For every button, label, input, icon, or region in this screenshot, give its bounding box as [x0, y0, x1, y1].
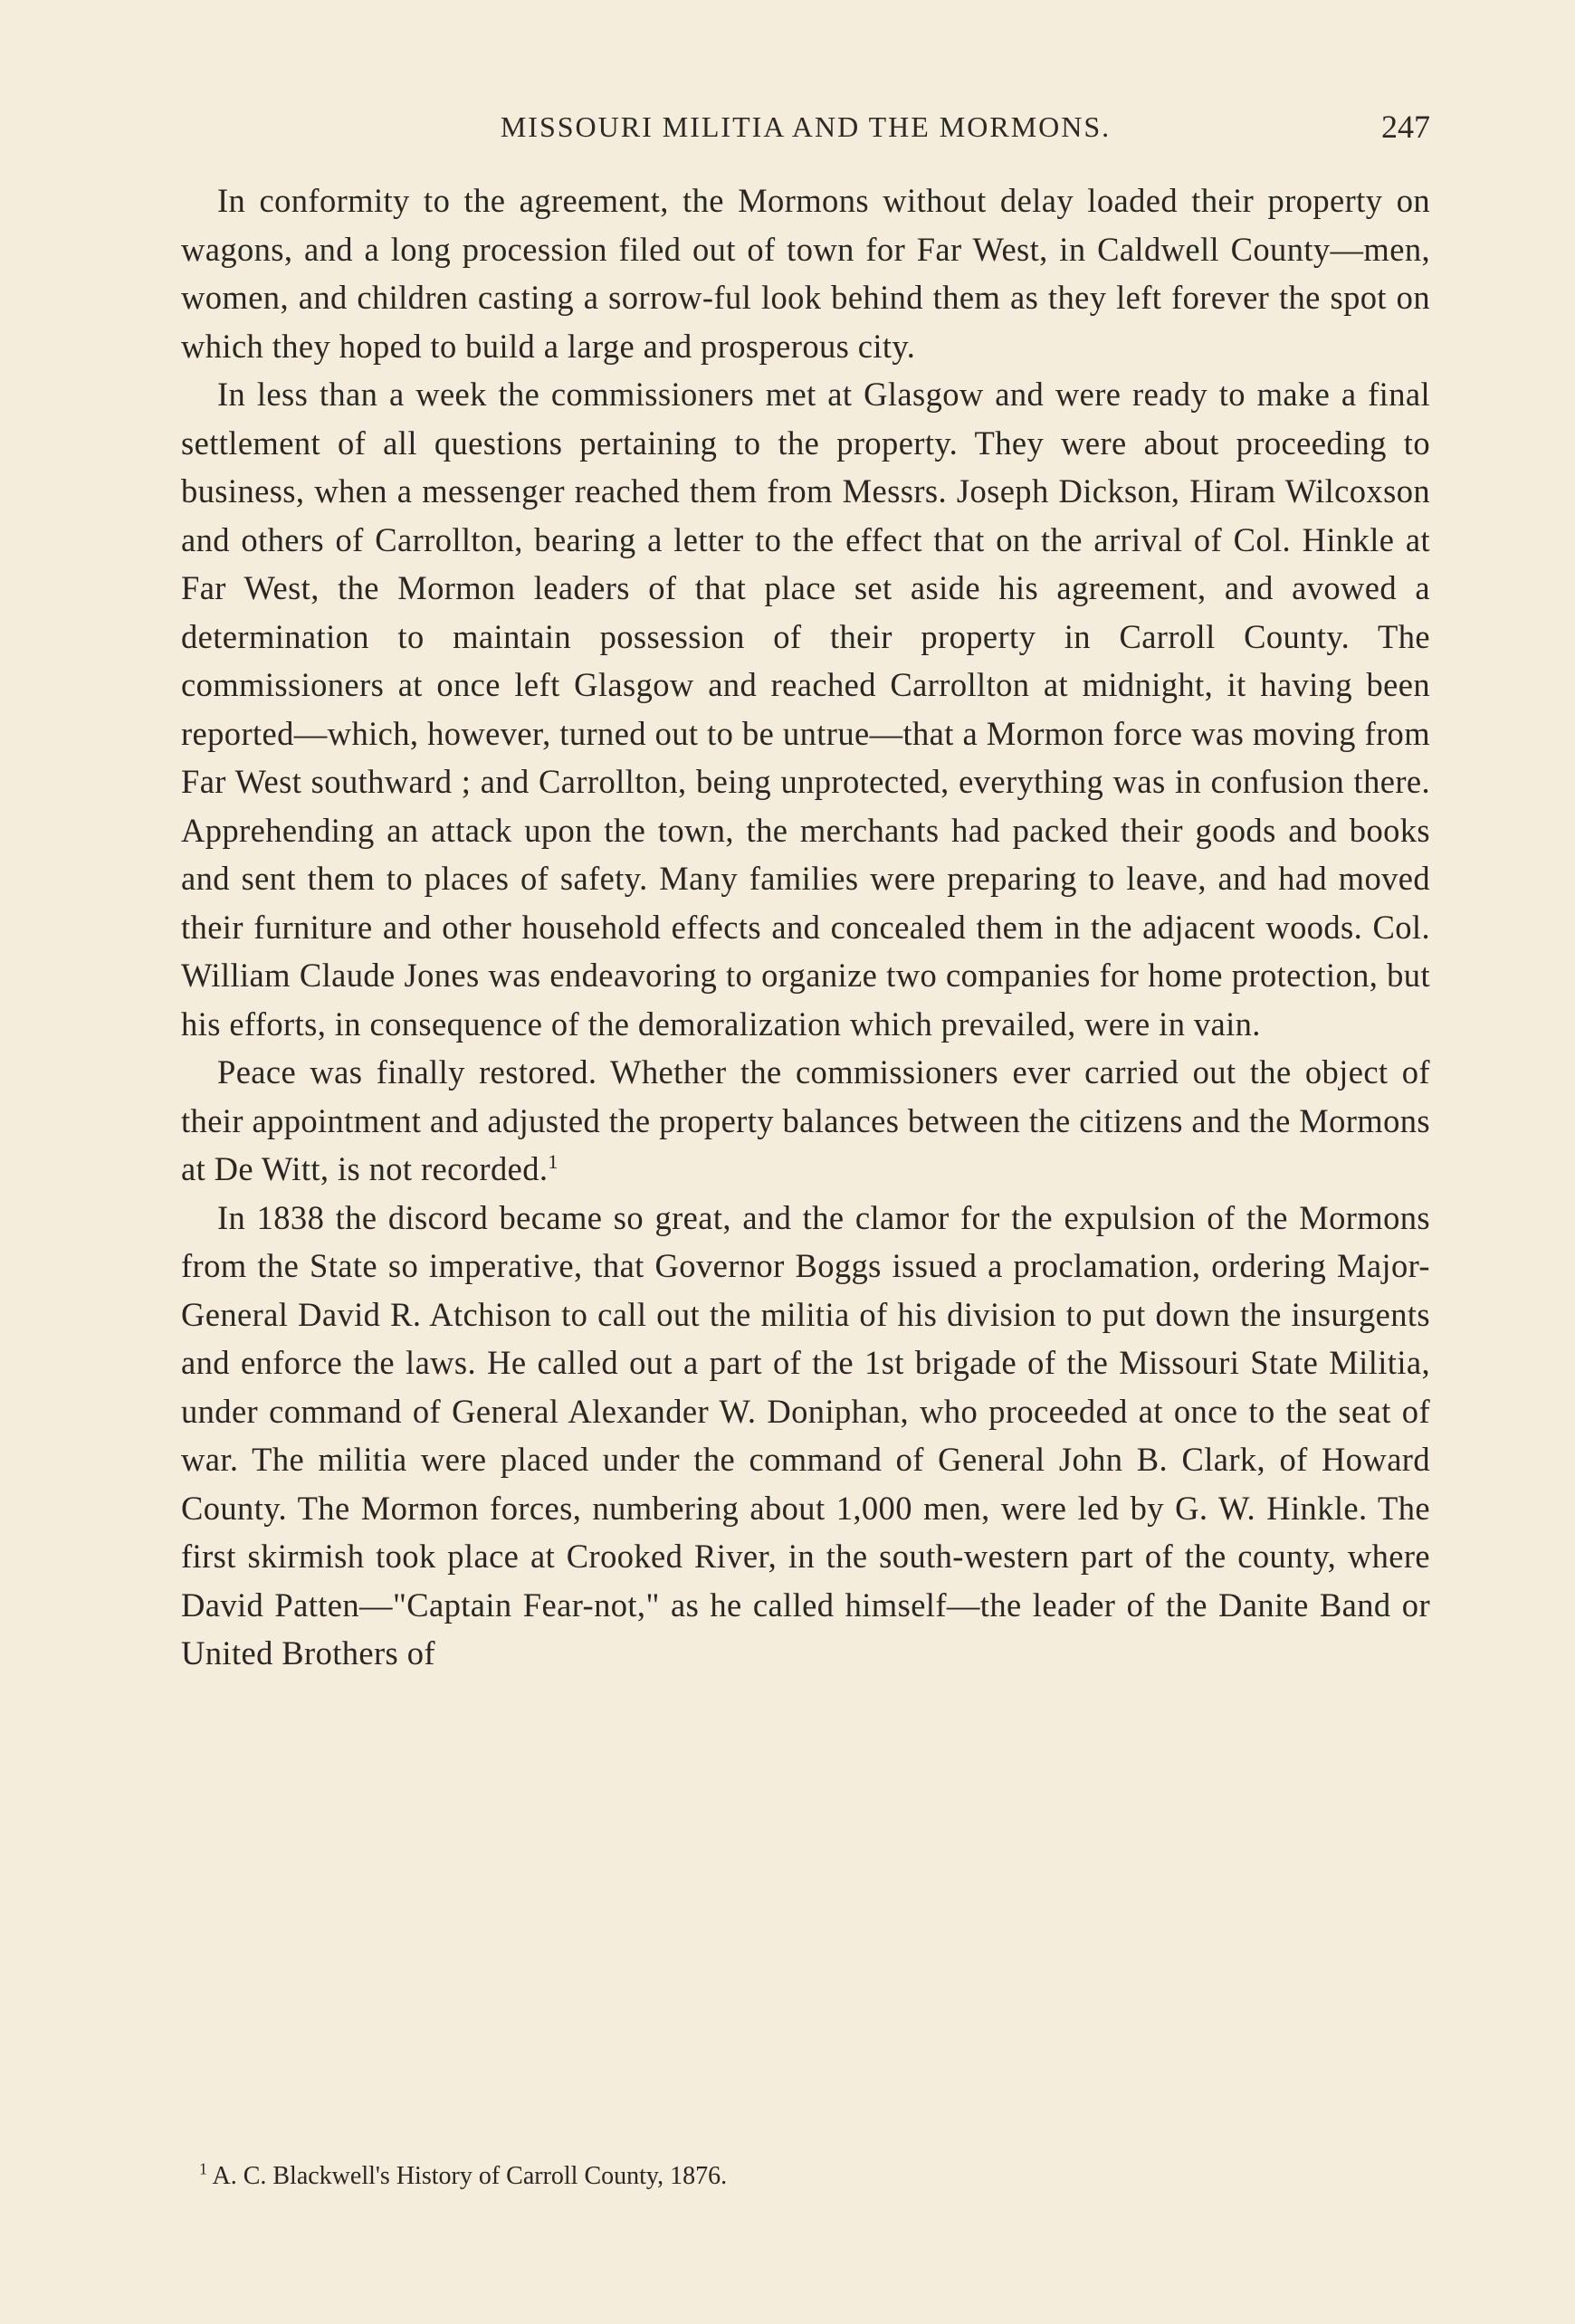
body-text	[181, 176, 1430, 1678]
footnote-marker: 1	[199, 2159, 207, 2178]
page-number: 247	[1381, 109, 1430, 145]
running-title: MISSOURI MILITIA AND THE MORMONS.	[500, 110, 1112, 143]
footnote-text: A. C. Blackwell's History of Carroll County, 1876.	[212, 2162, 728, 2190]
footnote-reference: 1	[548, 1149, 558, 1173]
paragraph-3	[181, 1048, 1430, 1194]
footnote	[181, 2158, 1430, 2195]
paragraph-1: In conformity to the agreement, the Mormons without delay loaded their property on wagons, and a long procession filed out of town for Far West, in Caldwell County—men, women, and children casting a sorrow-ful look behind them as they left forever the spot on which they hoped to build a large and prosperous city.	[181, 182, 1430, 365]
paragraph-4: In 1838 the discord became so great, and the clamor for the expulsion of the Mormons from the State so imperative, that Governor Boggs issued a proclamation, ordering Major-General David R. Atchison to call out the militia of his division to put down the insurgents and enforce the laws. He called out a part of the 1st brigade of the Missouri State Militia, under command of General Alexander W. Doniphan, who proceeded at once to the seat of war. The militia were placed under the command of General John B. Clark, of Howard County. The Mormon forces, numbering about 1,000 men, were led by G. W. Hinkle. The first skirmish took place at Crooked River, in the south-western part of the county, where David Patten—"Captain Fear-not," as he called himself—the leader of the Danite Band or United Brothers of	[181, 1198, 1430, 1672]
running-head	[181, 100, 1430, 154]
paragraph-2: In less than a week the commissioners met at Glasgow and were ready to make a final settlement of all questions pertaining to the property. They were about proceeding to business, when a messenger reached them from Messrs. Joseph Dickson, Hiram Wilcoxson and others of Carrollton, bearing a letter to the effect that on the arrival of Col. Hinkle at Far West, the Mormon leaders of that place set aside his agreement, and avowed a determination to maintain possession of their property in Carroll County. The commissioners at once left Glasgow and reached Carrollton at midnight, it having been reported—which, however, turned out to be untrue—that a Mormon force was moving from Far West southward ; and Carrollton, being unprotected, everything was in confusion there. Apprehending an attack upon the town, the merchants had packed their goods and books and sent them to places of safety. Many families were preparing to leave, and had moved their furniture and other household effects and concealed them in the adjacent woods. Col. William Claude Jones was endeavoring to organize two companies for home protection, but his efforts, in consequence of the demoralization which prevailed, were in vain.	[181, 376, 1430, 1043]
paragraph-3-text: Peace was finally restored. Whether the commissioners ever carried out the object of their appointment and adjusted the property balances between the citizens and the Mormons at De Witt, is not recorded.	[181, 1053, 1430, 1187]
